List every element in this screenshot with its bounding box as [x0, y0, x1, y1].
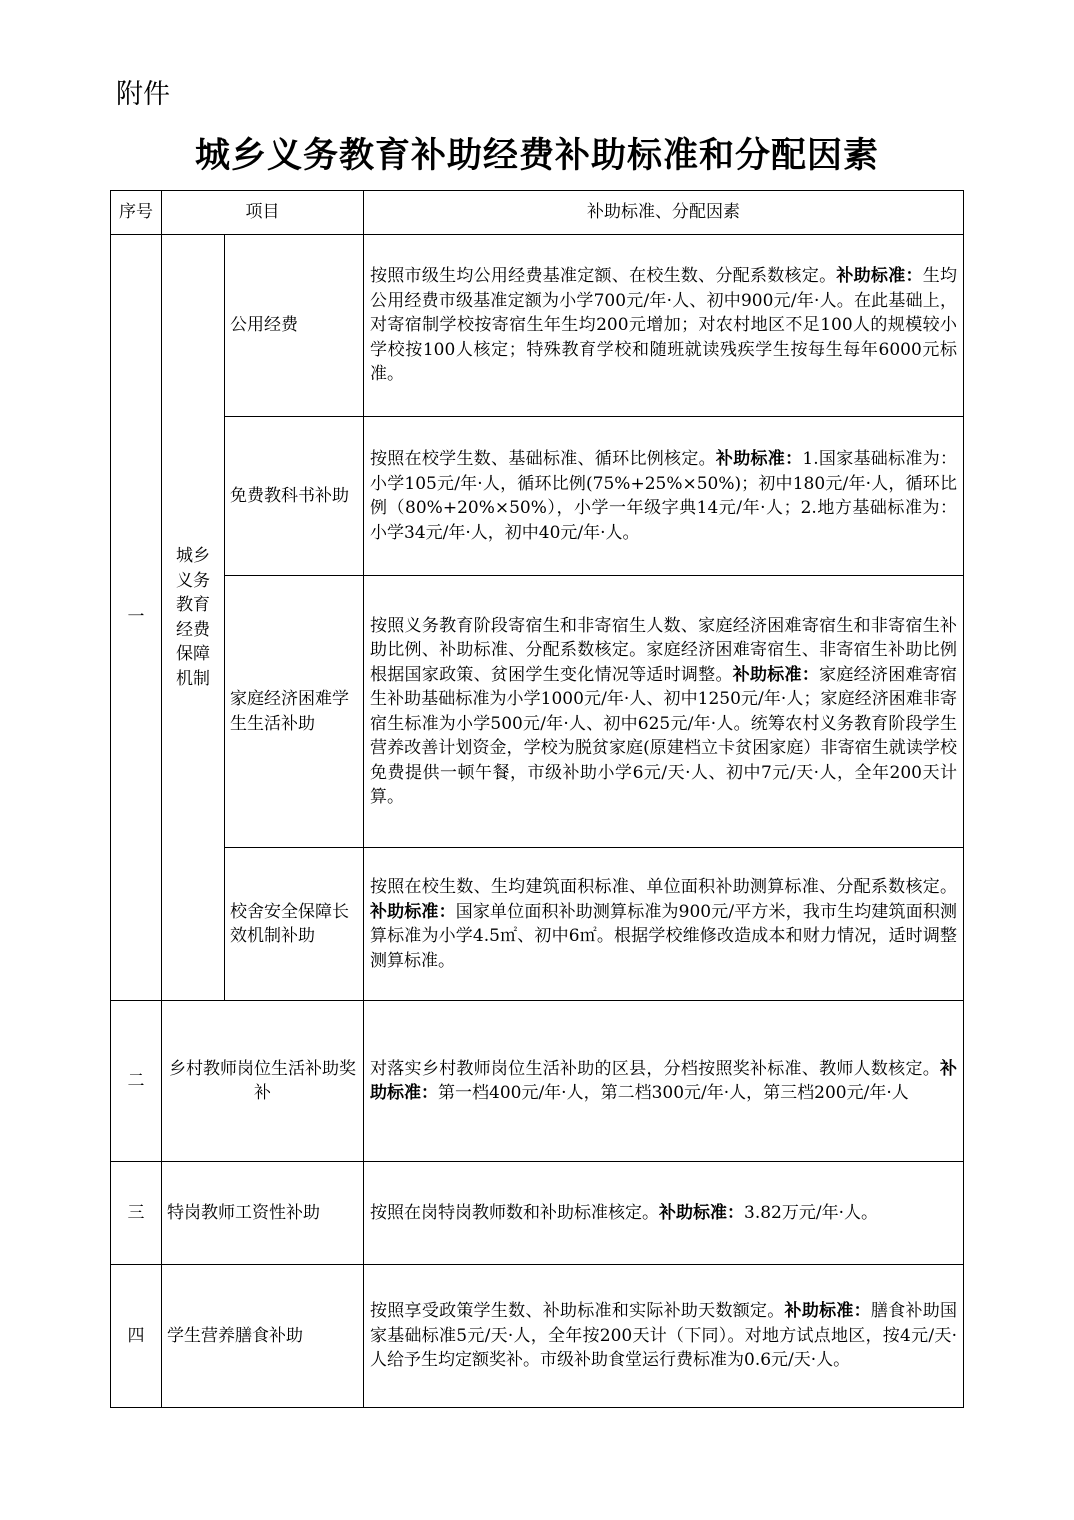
item-name: 公用经费 [225, 235, 364, 417]
desc-text: 家庭经济困难寄宿生补助基础标准为小学1000元/年·人、初中1250元/年·人；家庭经济困难非寄宿生标准为小学500元/年·人、初中625元/年·人。统筹农村义务教育阶段学生营养改善计划资金，学校为脱贫家庭(原建档立卡贫困家庭）非寄宿生就读学校免费提供一顿午餐，市级补助小学6元/天·人、初中7元/天·人，全年200天计算。 [370, 664, 958, 807]
table-row [111, 417, 964, 576]
item-name: 校舍安全保障长效机制补助 [225, 848, 364, 1001]
table-row [111, 1265, 964, 1408]
standard-label: 补助标准： [370, 901, 456, 922]
item-description [364, 1162, 964, 1265]
desc-text: 按照义务教育阶段寄宿生和非寄宿生人数、家庭经济困难寄宿生和非寄宿生补助比例、补助标准、分配系数核定。家庭经济困难寄宿生、非寄宿生补助比例根据国家政策、贫困学生变化情况等适时调整。 [370, 615, 957, 685]
desc-text: 按照市级生均公用经费基准定额、在校生数、分配系数核定。 [370, 266, 837, 287]
standard-label: 补助标准： [784, 1301, 871, 1322]
header-seq: 序号 [111, 191, 162, 235]
table-header-row [111, 191, 964, 235]
item-name: 学生营养膳食补助 [162, 1265, 364, 1408]
desc-text: 第一档400元/年·人，第二档300元/年·人，第三档200元/年·人 [438, 1083, 909, 1103]
standards-table [110, 190, 964, 1408]
row-seq: 三 [111, 1162, 162, 1265]
row-category: 城乡义务教育经费保障机制 [162, 235, 225, 1001]
item-description [364, 576, 964, 848]
row-seq: 二 [111, 1001, 162, 1162]
standard-label: 补助标准： [732, 664, 820, 685]
table-row [111, 576, 964, 848]
standard-label: 补助标准： [715, 449, 803, 469]
item-name: 家庭经济困难学生生活补助 [225, 576, 364, 848]
desc-text: 对落实乡村教师岗位生活补助的区县，分档按照奖补标准、教师人数核定。 [370, 1058, 940, 1079]
standard-label: 补助标准： [370, 1058, 957, 1103]
header-item: 项目 [162, 191, 364, 235]
item-description [364, 1265, 964, 1408]
standard-label: 补助标准： [836, 266, 923, 287]
item-description [364, 417, 964, 576]
standard-label: 补助标准： [659, 1202, 744, 1223]
desc-text: 生均公用经费市级基准定额为小学700元/年·人、初中900元/年·人。在此基础上，对寄宿制学校按寄宿生年生均200元增加；对农村地区不足100人的规模较小学校按100人核定；特殊教育学校和随班就读残疾学生按每生每年6000元标准。 [370, 266, 958, 385]
row-seq: 一 [111, 235, 162, 1001]
desc-text: 按照在校学生数、基础标准、循环比例核定。 [370, 449, 716, 469]
item-description [364, 235, 964, 417]
item-name: 乡村教师岗位生活补助奖补 [162, 1001, 364, 1162]
header-standard: 补助标准、分配因素 [364, 191, 964, 235]
document-title: 城乡义务教育补助经费补助标准和分配因素 [194, 135, 879, 176]
table-row [111, 1001, 964, 1162]
table-row [111, 1162, 964, 1265]
attachment-label: 附件 [116, 79, 170, 110]
desc-text: 1.国家基础标准为：小学105元/年·人，循环比例(75%+25%×50%)；初中180元/年·人，循环比例（80%+20%×50%），小学一年级字典14元/年·人；2.地方基础标准为：小学34元/年·人，初中40元/年·人。 [370, 449, 957, 543]
item-name: 免费教科书补助 [225, 417, 364, 576]
item-description [364, 1001, 964, 1162]
item-description [364, 848, 964, 1001]
desc-text: 国家单位面积补助测算标准为900元/平方米，我市生均建筑面积测算标准为小学4.5㎡、初中6㎡。根据学校维修改造成本和财力情况，适时调整测算标准。 [370, 901, 957, 971]
desc-text: 3.82万元/年·人。 [744, 1202, 878, 1223]
desc-text: 按照在岗特岗教师数和补助标准核定。 [370, 1202, 659, 1223]
item-name: 特岗教师工资性补助 [162, 1162, 364, 1265]
table-row [111, 235, 964, 417]
desc-text: 膳食补助国家基础标准5元/天·人，全年按200天计（下同）。对地方试点地区，按4元/天·人给予生均定额奖补。市级补助食堂运行费标准为0.6元/天·人。 [370, 1301, 958, 1371]
row-seq: 四 [111, 1265, 162, 1408]
desc-text: 按照享受政策学生数、补助标准和实际补助天数额定。 [370, 1301, 785, 1322]
desc-text: 按照在校生数、生均建筑面积标准、单位面积补助测算标准、分配系数核定。 [370, 877, 957, 897]
table-row [111, 848, 964, 1001]
